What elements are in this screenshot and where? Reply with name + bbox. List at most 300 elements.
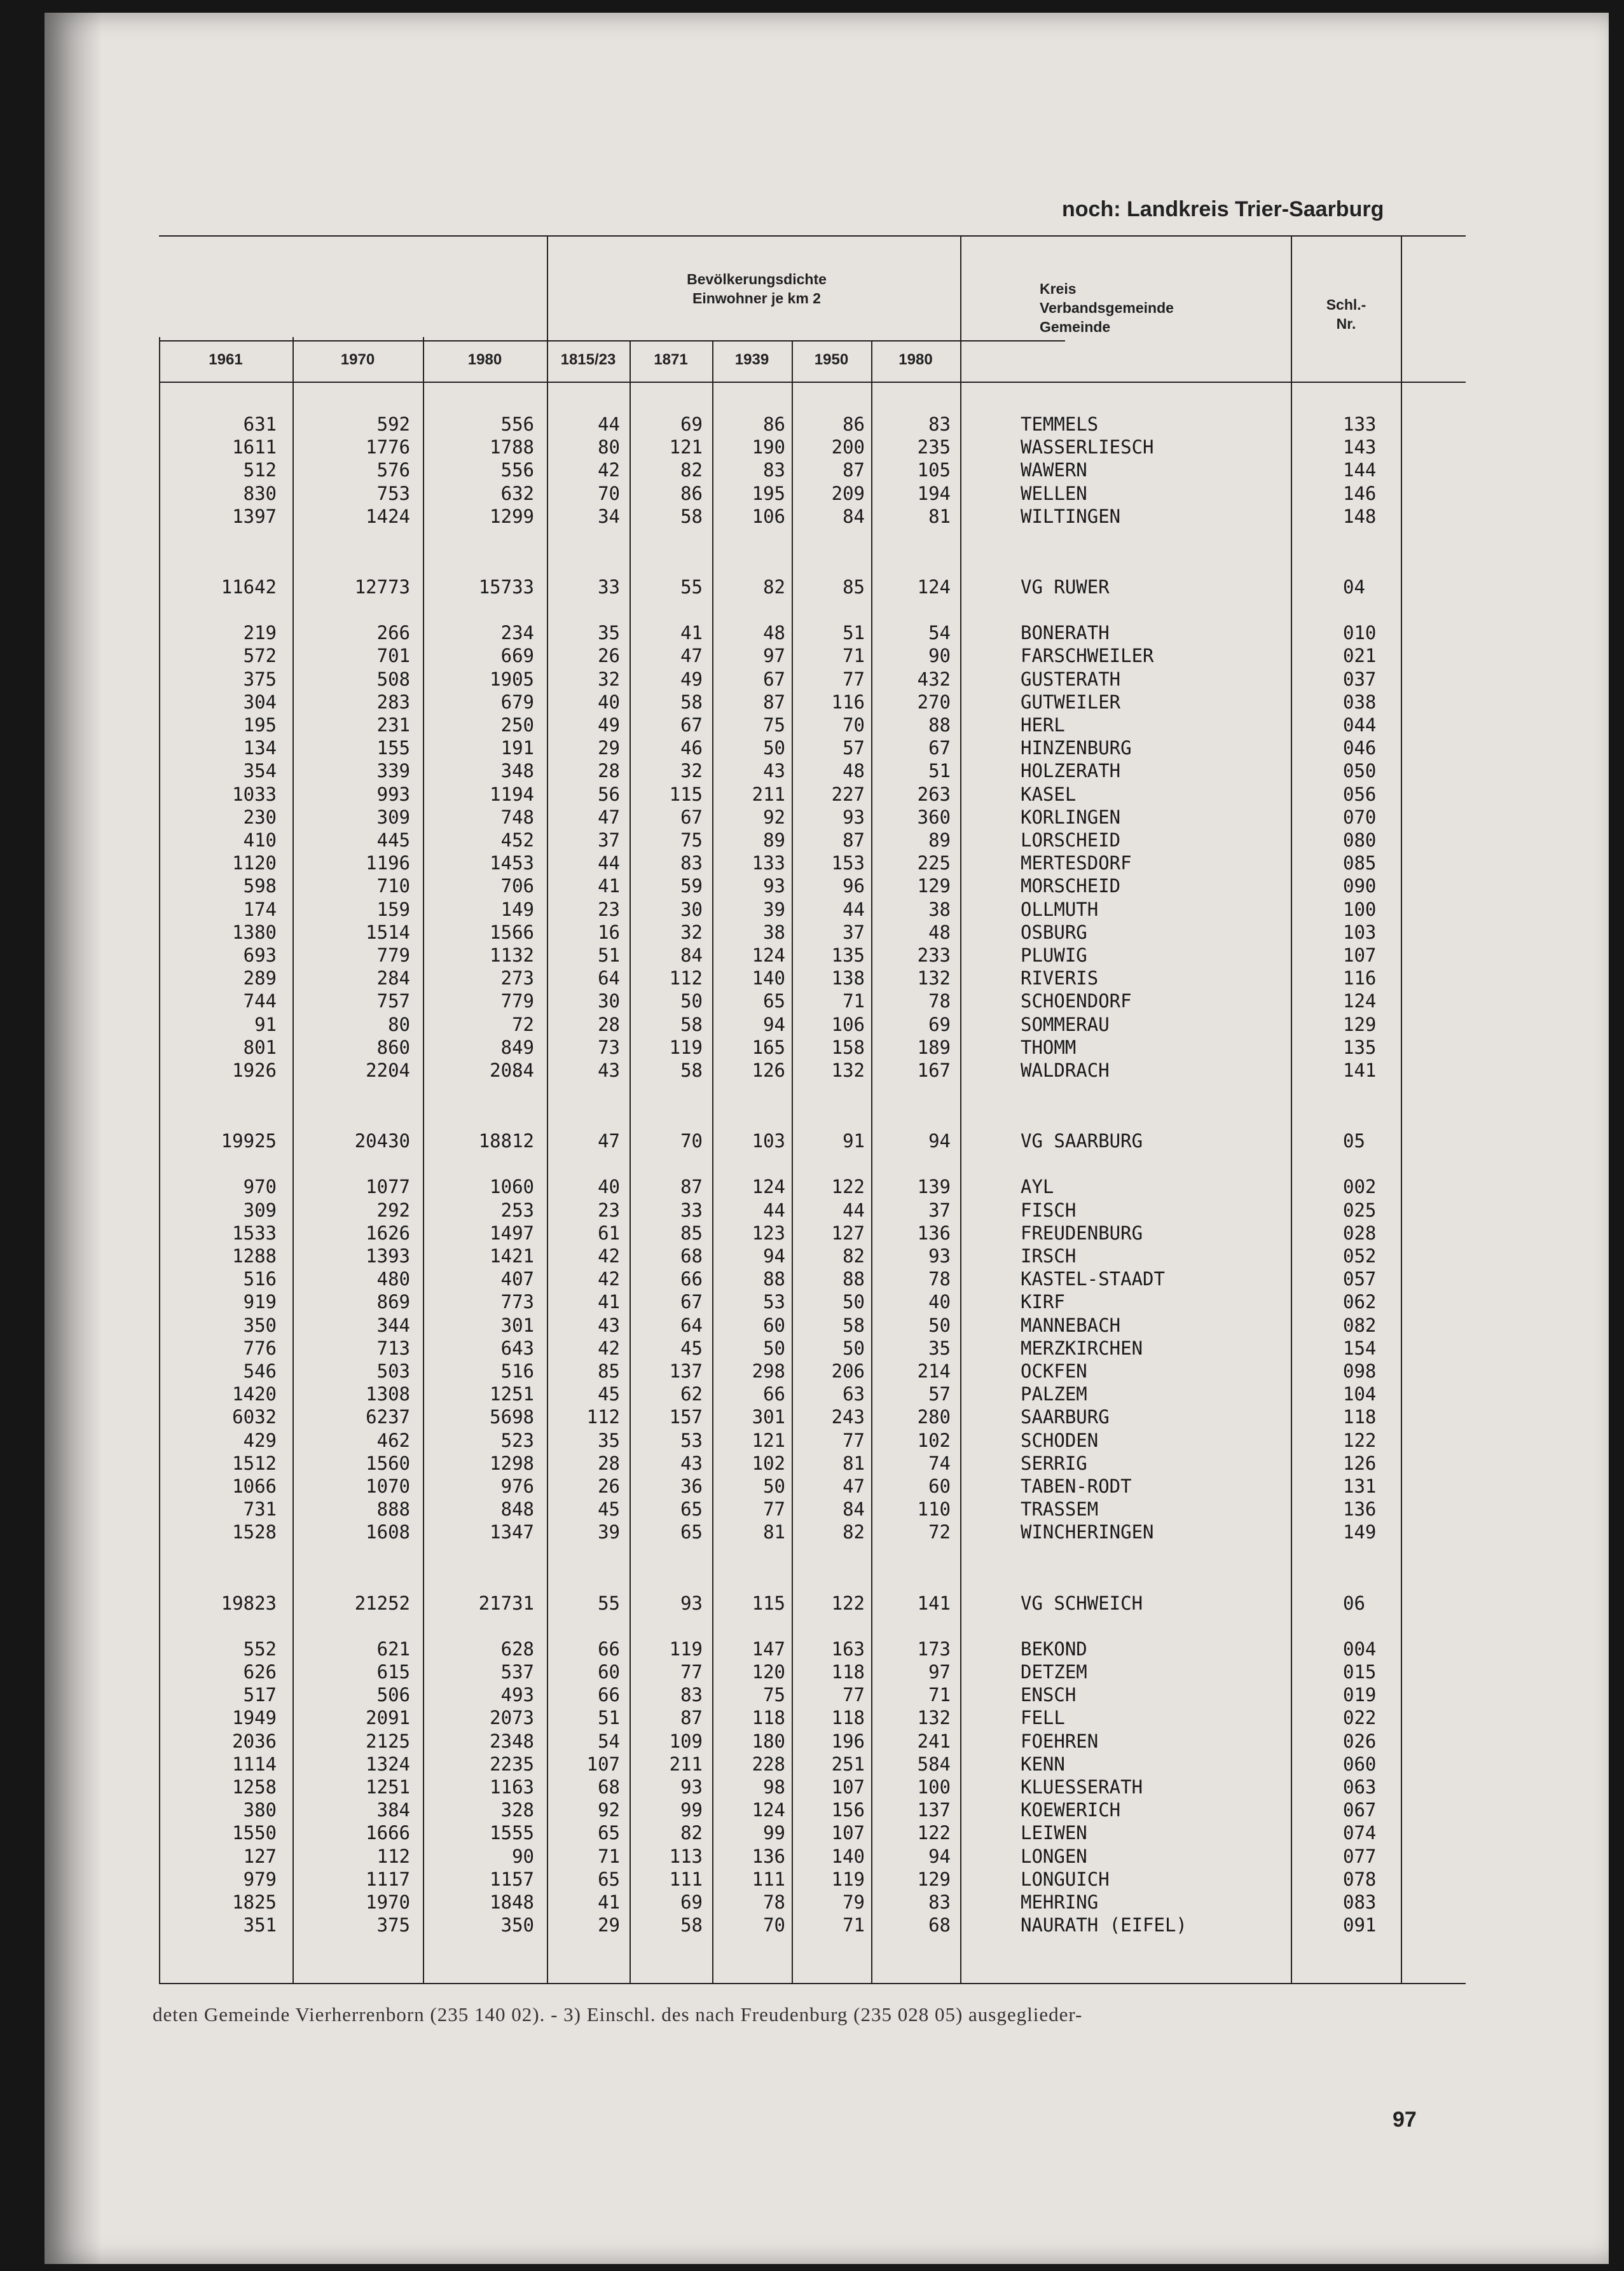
cell-1950: 156: [831, 1799, 865, 1821]
cell-1950: 82: [843, 1245, 865, 1267]
table-row: [45, 852, 1609, 875]
cell-1980-density: 67: [928, 737, 951, 759]
cell-1980-density: 141: [917, 1592, 951, 1614]
cell-1970: 1117: [366, 1868, 410, 1890]
cell-1970: 12773: [354, 576, 410, 598]
cell-1939: 89: [763, 829, 785, 851]
cell-1815-23: 112: [586, 1406, 620, 1428]
cell-1815-23: 51: [598, 1707, 620, 1729]
cell-1950: 84: [843, 1498, 865, 1521]
cell-1815-23: 70: [598, 482, 620, 504]
cell-1871: 115: [669, 783, 703, 805]
cell-1970: 445: [376, 829, 410, 851]
cell-1970: 339: [376, 760, 410, 782]
cell-1961: 429: [243, 1429, 277, 1451]
cell-1961: 6032: [232, 1406, 277, 1428]
table-row: [45, 1315, 1609, 1337]
cell-gemeinde: BEKOND: [1021, 1638, 1087, 1660]
cell-1939: 50: [763, 1475, 785, 1497]
cell-schl-nr: 06: [1343, 1592, 1365, 1614]
cell-1970: 2204: [366, 1060, 410, 1081]
cell-1980: 556: [500, 459, 534, 481]
cell-1950: 77: [843, 1429, 865, 1451]
cell-1980: 90: [512, 1845, 534, 1867]
cell-1871: 67: [680, 714, 703, 736]
cell-1980-density: 50: [928, 1314, 951, 1336]
cell-1961: 1120: [232, 852, 277, 874]
table-row: [45, 1245, 1609, 1268]
cell-1980: 556: [500, 413, 534, 435]
cell-1871: 99: [680, 1799, 703, 1821]
cell-1871: 67: [680, 1291, 703, 1313]
cell-gemeinde: GUSTERATH: [1021, 668, 1121, 690]
cell-schl-nr: 062: [1343, 1291, 1377, 1313]
table-row: [45, 1776, 1609, 1799]
cell-1939: 126: [752, 1060, 785, 1081]
cell-1950: 58: [843, 1314, 865, 1336]
table-row: [45, 1498, 1609, 1521]
cell-1871: 62: [680, 1383, 703, 1405]
table-row: [45, 691, 1609, 714]
cell-1939: 48: [763, 622, 785, 644]
cell-1961: 631: [243, 413, 277, 435]
cell-1950: 209: [831, 482, 865, 504]
kreis-header-line2: Verbandsgemeinde: [1040, 299, 1174, 316]
cell-1939: 301: [752, 1406, 785, 1428]
cell-schl-nr: 141: [1343, 1060, 1377, 1081]
table-row: [45, 1453, 1609, 1475]
cell-1871: 82: [680, 459, 703, 481]
cell-1961: 1533: [232, 1222, 277, 1244]
cell-schl-nr: 103: [1343, 921, 1377, 943]
cell-schl-nr: 063: [1343, 1776, 1377, 1798]
cell-schl-nr: 052: [1343, 1245, 1377, 1267]
cell-schl-nr: 05: [1343, 1130, 1365, 1152]
cell-1961: 91: [254, 1013, 277, 1035]
cell-1950: 91: [843, 1130, 865, 1152]
cell-gemeinde: WILTINGEN: [1021, 505, 1121, 527]
cell-1939: 133: [752, 852, 785, 874]
cell-gemeinde: MANNEBACH: [1021, 1314, 1121, 1336]
cell-1980: 250: [500, 714, 534, 736]
cell-gemeinde: SOMMERAU: [1021, 1013, 1110, 1035]
table-row: [45, 1037, 1609, 1060]
table-row-subtotal: [45, 1592, 1609, 1615]
cell-1939: 190: [752, 436, 785, 459]
table-row: [45, 990, 1609, 1013]
cell-1939: 123: [752, 1222, 785, 1244]
cell-1980: 1060: [490, 1176, 534, 1198]
cell-1815-23: 43: [598, 1060, 620, 1081]
cell-1980-density: 233: [917, 944, 951, 966]
cell-1939: 111: [752, 1868, 785, 1890]
cell-schl-nr: 136: [1343, 1498, 1377, 1521]
cell-1961: 1926: [232, 1060, 277, 1081]
cell-1961: 1397: [232, 505, 277, 527]
cell-1950: 63: [843, 1383, 865, 1405]
cell-1961: 744: [243, 990, 277, 1012]
cell-1961: 693: [243, 944, 277, 966]
cell-1980-density: 241: [917, 1730, 951, 1752]
cell-1815-23: 45: [598, 1383, 620, 1405]
cell-1815-23: 41: [598, 1891, 620, 1913]
cell-1939: 118: [752, 1707, 785, 1729]
cell-1939: 211: [752, 783, 785, 805]
cell-1961: 919: [243, 1291, 277, 1313]
cell-1815-23: 26: [598, 1475, 620, 1497]
year-header-1939: 1939: [734, 351, 769, 368]
cell-1871: 41: [680, 622, 703, 644]
cell-1950: 71: [843, 645, 865, 667]
cell-1950: 96: [843, 875, 865, 897]
cell-1871: 86: [680, 482, 703, 504]
cell-gemeinde: KORLINGEN: [1021, 806, 1121, 828]
cell-1961: 801: [243, 1036, 277, 1058]
table-row: [45, 1661, 1609, 1684]
cell-1950: 116: [831, 691, 865, 713]
cell-schl-nr: 080: [1343, 829, 1377, 851]
cell-1871: 47: [680, 645, 703, 667]
document-page: [45, 13, 1609, 2264]
cell-gemeinde: MEHRING: [1021, 1891, 1099, 1913]
table-row: [45, 1337, 1609, 1360]
cell-1950: 122: [831, 1592, 865, 1614]
cell-1980: 348: [500, 760, 534, 782]
cell-1815-23: 45: [598, 1498, 620, 1521]
cell-gemeinde: FOEHREN: [1021, 1730, 1099, 1752]
cell-1961: 380: [243, 1799, 277, 1821]
cell-schl-nr: 025: [1343, 1199, 1377, 1221]
cell-1980: 301: [500, 1314, 534, 1336]
cell-gemeinde: FISCH: [1021, 1199, 1077, 1221]
cell-1871: 58: [680, 1013, 703, 1035]
cell-1970: 2125: [366, 1730, 410, 1752]
cell-1939: 67: [763, 668, 785, 690]
cell-1961: 351: [243, 1914, 277, 1936]
cell-gemeinde: WALDRACH: [1021, 1060, 1110, 1081]
cell-1939: 78: [763, 1891, 785, 1913]
cell-1939: 121: [752, 1429, 785, 1451]
cell-schl-nr: 010: [1343, 622, 1377, 644]
cell-1871: 75: [680, 829, 703, 851]
cell-1980-density: 78: [928, 990, 951, 1012]
cell-1961: 309: [243, 1199, 277, 1221]
cell-1970: 869: [376, 1291, 410, 1313]
cell-1970: 1776: [366, 436, 410, 459]
cell-schl-nr: 038: [1343, 691, 1377, 713]
cell-1961: 2036: [232, 1730, 277, 1752]
cell-1815-23: 56: [598, 783, 620, 805]
cell-1970: 480: [376, 1268, 410, 1290]
cell-1980-density: 139: [917, 1176, 951, 1198]
cell-1950: 48: [843, 760, 865, 782]
cell-1980-density: 124: [917, 576, 951, 598]
cell-gemeinde: HINZENBURG: [1021, 737, 1132, 759]
table-row: [45, 1753, 1609, 1776]
cell-1961: 776: [243, 1337, 277, 1359]
cell-1950: 163: [831, 1638, 865, 1660]
cell-1950: 158: [831, 1036, 865, 1058]
table-row: [45, 714, 1609, 737]
cell-1970: 231: [376, 714, 410, 736]
table-row: [45, 737, 1609, 760]
cell-1815-23: 30: [598, 990, 620, 1012]
cell-1961: 289: [243, 967, 277, 990]
cell-schl-nr: 143: [1343, 436, 1377, 459]
cell-1970: 283: [376, 691, 410, 713]
cell-1950: 51: [843, 622, 865, 644]
cell-1970: 1608: [366, 1521, 410, 1543]
cell-1871: 82: [680, 1822, 703, 1844]
table-row: [45, 944, 1609, 967]
cell-1939: 70: [763, 1914, 785, 1936]
cell-1950: 77: [843, 1684, 865, 1706]
cell-1950: 227: [831, 783, 865, 805]
cell-gemeinde: KIRF: [1021, 1291, 1065, 1313]
cell-1980-density: 78: [928, 1268, 951, 1290]
cell-1980: 2073: [490, 1707, 534, 1729]
cell-1980-density: 89: [928, 829, 951, 851]
cell-1939: 106: [752, 505, 785, 527]
cell-1815-23: 37: [598, 829, 620, 851]
cell-schl-nr: 098: [1343, 1360, 1377, 1382]
cell-1970: 993: [376, 783, 410, 805]
cell-1980-density: 136: [917, 1222, 951, 1244]
cell-1980: 328: [500, 1799, 534, 1821]
cell-schl-nr: 057: [1343, 1268, 1377, 1290]
cell-1871: 137: [669, 1360, 703, 1382]
cell-1980: 72: [512, 1013, 534, 1035]
cell-1950: 79: [843, 1891, 865, 1913]
cell-schl-nr: 090: [1343, 875, 1377, 897]
cell-schl-nr: 019: [1343, 1684, 1377, 1706]
cell-schl-nr: 078: [1343, 1868, 1377, 1890]
cell-1871: 36: [680, 1475, 703, 1497]
cell-schl-nr: 148: [1343, 505, 1377, 527]
cell-1980-density: 129: [917, 875, 951, 897]
cell-1871: 112: [669, 967, 703, 990]
cell-gemeinde: DETZEM: [1021, 1661, 1087, 1683]
cell-1980: 452: [500, 829, 534, 851]
cell-1970: 779: [376, 944, 410, 966]
cell-1980: 706: [500, 875, 534, 897]
table-row: [45, 1799, 1609, 1822]
table-row: [45, 806, 1609, 829]
cell-1970: 80: [388, 1013, 410, 1035]
cell-gemeinde: VG RUWER: [1021, 576, 1110, 598]
cell-1980: 15733: [478, 576, 534, 598]
cell-gemeinde: SCHOENDORF: [1021, 990, 1132, 1012]
cell-1950: 118: [831, 1661, 865, 1683]
cell-1950: 87: [843, 829, 865, 851]
table-row: [45, 622, 1609, 645]
cell-gemeinde: WAWERN: [1021, 459, 1087, 481]
cell-1961: 1114: [232, 1753, 277, 1775]
cell-1939: 99: [763, 1822, 785, 1844]
cell-1871: 70: [680, 1130, 703, 1152]
cell-1815-23: 71: [598, 1845, 620, 1867]
cell-1961: 1611: [232, 436, 277, 459]
cell-1961: 1288: [232, 1245, 277, 1267]
cell-schl-nr: 144: [1343, 459, 1377, 481]
cell-1970: 1514: [366, 921, 410, 943]
cell-schl-nr: 129: [1343, 1013, 1377, 1035]
cell-1815-23: 73: [598, 1036, 620, 1058]
cell-1950: 93: [843, 806, 865, 828]
cell-1939: 140: [752, 967, 785, 990]
cell-1815-23: 41: [598, 875, 620, 897]
table-row: [45, 875, 1609, 898]
density-header-line2: Einwohner je km 2: [692, 289, 821, 307]
cell-1970: 112: [376, 1845, 410, 1867]
cell-1980: 2348: [490, 1730, 534, 1752]
cell-1980-density: 57: [928, 1383, 951, 1405]
cell-1970: 615: [376, 1661, 410, 1683]
cell-1871: 46: [680, 737, 703, 759]
cell-1939: 136: [752, 1845, 785, 1867]
cell-schl-nr: 100: [1343, 898, 1377, 920]
cell-1980-density: 100: [917, 1776, 951, 1798]
cell-1961: 354: [243, 760, 277, 782]
cell-1970: 860: [376, 1036, 410, 1058]
table-row: [45, 1521, 1609, 1544]
cell-1980-density: 110: [917, 1498, 951, 1521]
cell-1970: 576: [376, 459, 410, 481]
cell-gemeinde: KASTEL-STAADT: [1021, 1268, 1165, 1290]
cell-1980-density: 83: [928, 413, 951, 435]
cell-1961: 19823: [221, 1592, 277, 1614]
cell-schl-nr: 015: [1343, 1661, 1377, 1683]
cell-1950: 140: [831, 1845, 865, 1867]
cell-1970: 2091: [366, 1707, 410, 1729]
cell-gemeinde: FELL: [1021, 1707, 1065, 1729]
cell-1980-density: 132: [917, 967, 951, 990]
cell-1980-density: 68: [928, 1914, 951, 1936]
cell-gemeinde: PLUWIG: [1021, 944, 1087, 966]
cell-1950: 107: [831, 1776, 865, 1798]
cell-1815-23: 66: [598, 1684, 620, 1706]
cell-1980-density: 214: [917, 1360, 951, 1382]
cell-1815-23: 34: [598, 505, 620, 527]
cell-1815-23: 40: [598, 1176, 620, 1198]
cell-gemeinde: PALZEM: [1021, 1383, 1087, 1405]
cell-1871: 83: [680, 1684, 703, 1706]
cell-1815-23: 23: [598, 898, 620, 920]
cell-1980-density: 48: [928, 921, 951, 943]
table-row: [45, 1475, 1609, 1498]
cell-schl-nr: 146: [1343, 482, 1377, 504]
cell-1980-density: 263: [917, 783, 951, 805]
cell-1980: 516: [500, 1360, 534, 1382]
cell-gemeinde: GUTWEILER: [1021, 691, 1121, 713]
cell-1815-23: 47: [598, 1130, 620, 1152]
cell-1815-23: 29: [598, 737, 620, 759]
cell-1815-23: 54: [598, 1730, 620, 1752]
cell-1871: 58: [680, 691, 703, 713]
cell-1970: 6237: [366, 1406, 410, 1428]
cell-1980-density: 132: [917, 1707, 951, 1729]
cell-1871: 58: [680, 505, 703, 527]
cell-gemeinde: WASSERLIESCH: [1021, 436, 1154, 459]
cell-1815-23: 28: [598, 760, 620, 782]
density-subheader-rule: [159, 340, 1065, 342]
table-row: [45, 1222, 1609, 1245]
cell-1871: 69: [680, 1891, 703, 1913]
cell-1871: 109: [669, 1730, 703, 1752]
cell-1970: 508: [376, 668, 410, 690]
cell-1961: 552: [243, 1638, 277, 1660]
cell-1939: 92: [763, 806, 785, 828]
cell-1939: 94: [763, 1245, 785, 1267]
table-row: [45, 1360, 1609, 1383]
year-header-1871: 1871: [654, 351, 688, 368]
year-header-1980-density: 1980: [898, 351, 933, 368]
cell-1961: 127: [243, 1845, 277, 1867]
cell-1950: 37: [843, 921, 865, 943]
cell-schl-nr: 021: [1343, 645, 1377, 667]
cell-1980: 493: [500, 1684, 534, 1706]
cell-1950: 107: [831, 1822, 865, 1844]
cell-1950: 47: [843, 1475, 865, 1497]
cell-schl-nr: 050: [1343, 760, 1377, 782]
cell-schl-nr: 131: [1343, 1475, 1377, 1497]
table-row: [45, 829, 1609, 852]
cell-1970: 506: [376, 1684, 410, 1706]
cell-1950: 138: [831, 967, 865, 990]
cell-1980-density: 97: [928, 1661, 951, 1683]
cell-schl-nr: 082: [1343, 1314, 1377, 1336]
cell-1939: 87: [763, 691, 785, 713]
cell-1939: 98: [763, 1776, 785, 1798]
cell-gemeinde: TEMMELS: [1021, 413, 1099, 435]
cell-1815-23: 29: [598, 1914, 620, 1936]
cell-schl-nr: 104: [1343, 1383, 1377, 1405]
cell-schl-nr: 028: [1343, 1222, 1377, 1244]
cell-schl-nr: 037: [1343, 668, 1377, 690]
cell-gemeinde: OSBURG: [1021, 921, 1087, 943]
cell-schl-nr: 135: [1343, 1036, 1377, 1058]
cell-1961: 979: [243, 1868, 277, 1890]
table-row: [45, 1430, 1609, 1453]
cell-1980: 1453: [490, 852, 534, 874]
cell-1970: 309: [376, 806, 410, 828]
cell-1871: 87: [680, 1176, 703, 1198]
cell-gemeinde: TABEN-RODT: [1021, 1475, 1132, 1497]
cell-1980: 149: [500, 898, 534, 920]
cell-1970: 284: [376, 967, 410, 990]
cell-schl-nr: 056: [1343, 783, 1377, 805]
cell-1961: 1380: [232, 921, 277, 943]
cell-1980-density: 360: [917, 806, 951, 828]
cell-1950: 251: [831, 1753, 865, 1775]
cell-1939: 195: [752, 482, 785, 504]
cell-1961: 230: [243, 806, 277, 828]
year-header-1980: 1980: [467, 351, 502, 368]
cell-1980: 628: [500, 1638, 534, 1660]
table-row: [45, 1822, 1609, 1845]
cell-1980-density: 81: [928, 505, 951, 527]
cell-1871: 32: [680, 921, 703, 943]
table-row-subtotal: [45, 576, 1609, 599]
cell-1815-23: 26: [598, 645, 620, 667]
cell-1970: 344: [376, 1314, 410, 1336]
cell-1980-density: 83: [928, 1891, 951, 1913]
cell-1980: 1347: [490, 1521, 534, 1543]
cell-1939: 120: [752, 1661, 785, 1683]
cell-1815-23: 55: [598, 1592, 620, 1614]
cell-1939: 180: [752, 1730, 785, 1752]
cell-1980-density: 105: [917, 459, 951, 481]
